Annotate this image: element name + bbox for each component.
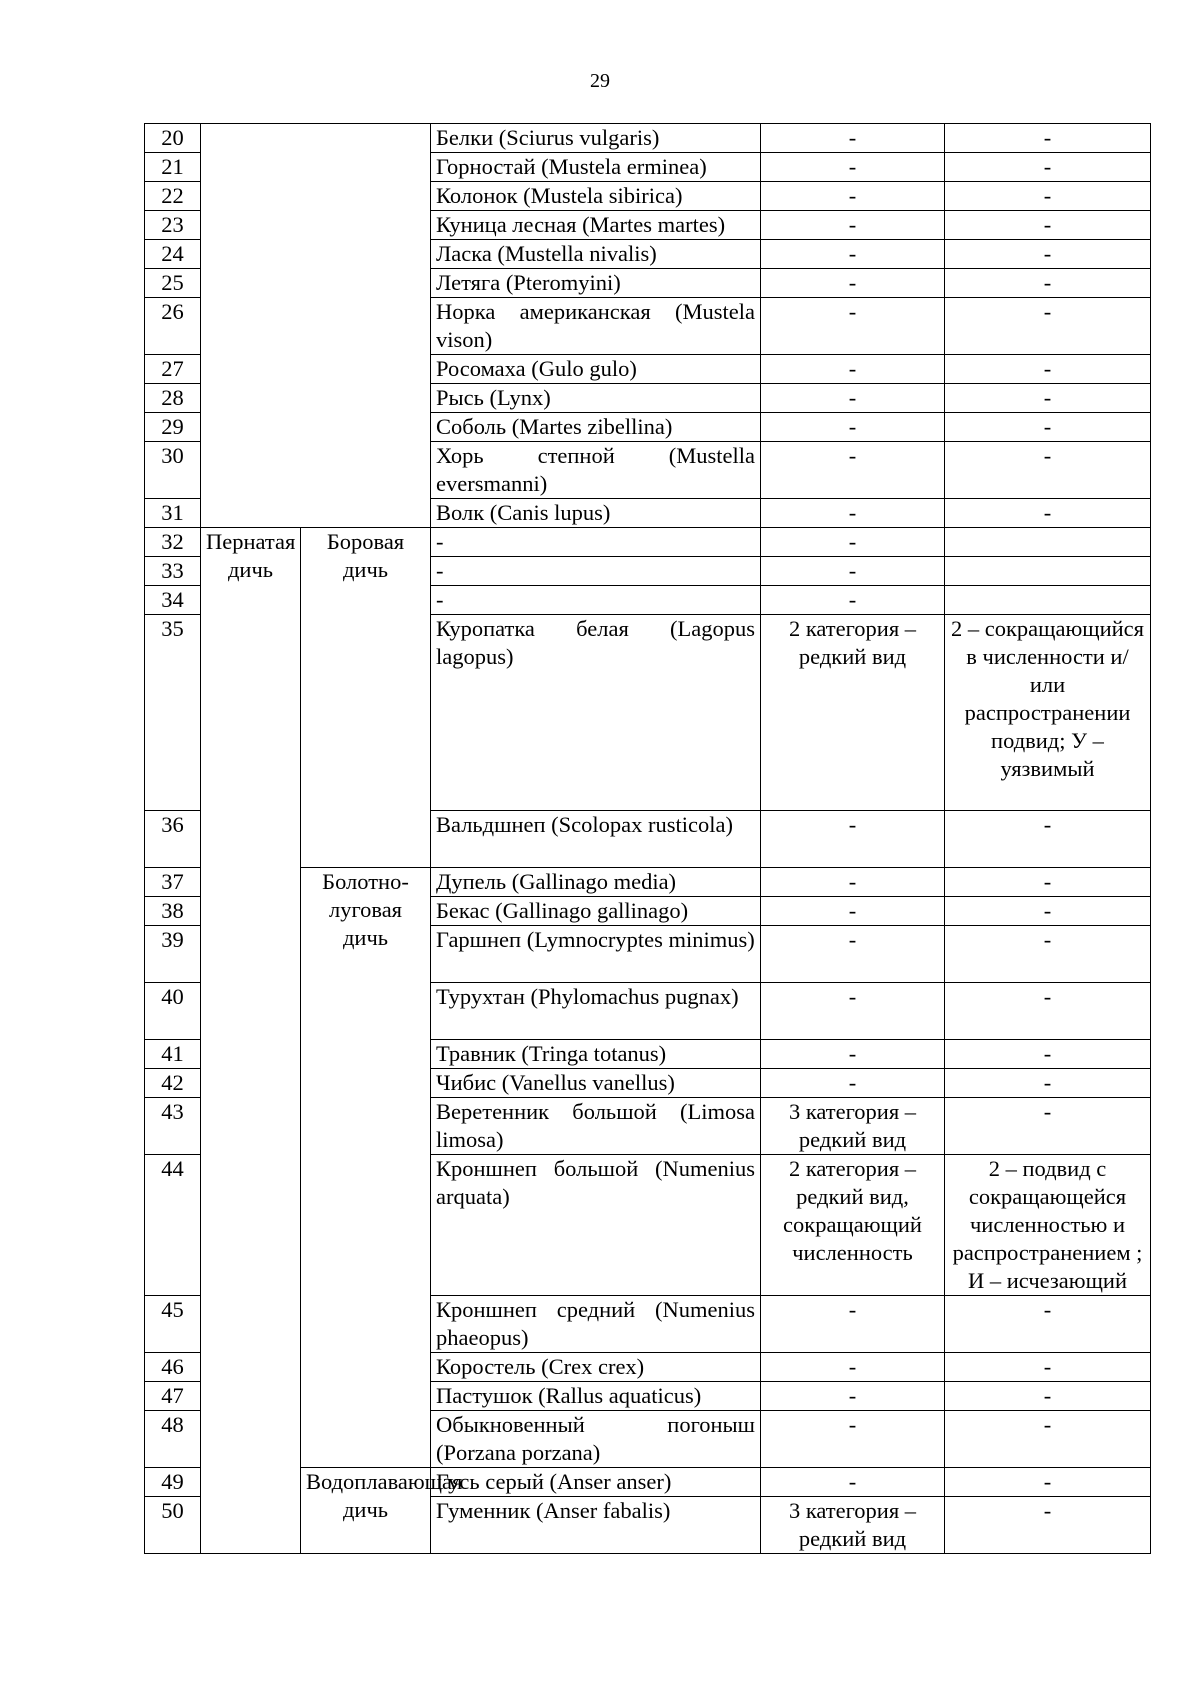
regional-status: - — [761, 1411, 945, 1468]
regional-status: - — [761, 1069, 945, 1098]
regional-status: 3 категория – редкий вид — [761, 1098, 945, 1155]
species-name: Летяга (Pteromyini) — [431, 269, 761, 298]
regional-status: - — [761, 811, 945, 868]
federal-status: 2 – подвид с сокращающейся численностью и распространением ; И – исчезающий — [945, 1155, 1151, 1296]
species-name: - — [431, 528, 761, 557]
species-name: - — [431, 557, 761, 586]
species-name: Горностай (Mustela erminea) — [431, 153, 761, 182]
federal-status: - — [945, 1382, 1151, 1411]
federal-status: - — [945, 384, 1151, 413]
federal-status: - — [945, 240, 1151, 269]
species-name: Норка американская (Mustela vison) — [431, 298, 761, 355]
row-number: 24 — [145, 240, 201, 269]
row-number: 29 — [145, 413, 201, 442]
subgroup-marsh-meadow-game: Болотно-луговая дичь — [301, 868, 431, 1468]
species-name: Кроншнеп средний (Numenius phaeopus) — [431, 1296, 761, 1353]
row-number: 26 — [145, 298, 201, 355]
row-number: 41 — [145, 1040, 201, 1069]
regional-status: - — [761, 528, 945, 557]
row-number: 44 — [145, 1155, 201, 1296]
row-number: 38 — [145, 897, 201, 926]
federal-status: - — [945, 499, 1151, 528]
regional-status: 3 категория – редкий вид — [761, 1497, 945, 1554]
federal-status: - — [945, 1468, 1151, 1497]
subgroup-waterfowl-game: Водоплавающая дичь — [301, 1468, 431, 1554]
regional-status: - — [761, 442, 945, 499]
regional-status: - — [761, 413, 945, 442]
table-row — [145, 528, 1151, 557]
row-number: 47 — [145, 1382, 201, 1411]
row-number: 40 — [145, 983, 201, 1040]
species-name: Травник (Tringa totanus) — [431, 1040, 761, 1069]
regional-status: - — [761, 269, 945, 298]
species-name: Куница лесная (Martes martes) — [431, 211, 761, 240]
federal-status: - — [945, 1098, 1151, 1155]
species-name: Колонок (Mustela sibirica) — [431, 182, 761, 211]
regional-status: - — [761, 124, 945, 153]
row-number: 45 — [145, 1296, 201, 1353]
regional-status: - — [761, 1353, 945, 1382]
federal-status: - — [945, 182, 1151, 211]
regional-status: - — [761, 868, 945, 897]
species-name: Бекас (Gallinago gallinago) — [431, 897, 761, 926]
federal-status: - — [945, 1497, 1151, 1554]
row-number: 48 — [145, 1411, 201, 1468]
regional-status: 2 категория – редкий вид — [761, 615, 945, 811]
row-number: 36 — [145, 811, 201, 868]
species-name: Кроншнеп большой (Numenius arquata) — [431, 1155, 761, 1296]
species-name: Турухтан (Phylomachus pugnax) — [431, 983, 761, 1040]
federal-status: - — [945, 269, 1151, 298]
regional-status: - — [761, 586, 945, 615]
row-number: 25 — [145, 269, 201, 298]
regional-status: 2 категория – редкий вид, сокращающий численность — [761, 1155, 945, 1296]
species-name: Гуменник (Anser fabalis) — [431, 1497, 761, 1554]
regional-status: - — [761, 1296, 945, 1353]
federal-status: - — [945, 298, 1151, 355]
species-name: Ласка (Mustella nivalis) — [431, 240, 761, 269]
row-number: 30 — [145, 442, 201, 499]
regional-status: - — [761, 384, 945, 413]
federal-status: - — [945, 211, 1151, 240]
federal-status: - — [945, 413, 1151, 442]
row-number: 31 — [145, 499, 201, 528]
species-name: - — [431, 586, 761, 615]
row-number: 50 — [145, 1497, 201, 1554]
species-table — [144, 123, 1151, 1554]
regional-status: - — [761, 557, 945, 586]
row-number: 21 — [145, 153, 201, 182]
species-name: Белки (Sciurus vulgaris) — [431, 124, 761, 153]
federal-status: - — [945, 1353, 1151, 1382]
row-number: 28 — [145, 384, 201, 413]
federal-status: - — [945, 442, 1151, 499]
row-number: 42 — [145, 1069, 201, 1098]
regional-status: - — [761, 499, 945, 528]
table-row — [145, 124, 1151, 153]
federal-status: - — [945, 153, 1151, 182]
row-number: 49 — [145, 1468, 201, 1497]
species-name: Гаршнеп (Lymnocryptes minimus) — [431, 926, 761, 983]
species-name: Рысь (Lynx) — [431, 384, 761, 413]
species-name: Хорь степной (Mustella eversmanni) — [431, 442, 761, 499]
species-name: Веретенник большой (Limosa limosa) — [431, 1098, 761, 1155]
row-number: 27 — [145, 355, 201, 384]
federal-status: - — [945, 897, 1151, 926]
regional-status: - — [761, 355, 945, 384]
federal-status — [945, 528, 1151, 557]
federal-status: - — [945, 355, 1151, 384]
row-number: 22 — [145, 182, 201, 211]
regional-status: - — [761, 240, 945, 269]
row-number: 37 — [145, 868, 201, 897]
federal-status — [945, 557, 1151, 586]
federal-status: - — [945, 1040, 1151, 1069]
species-name: Соболь (Martes zibellina) — [431, 413, 761, 442]
species-name: Обыкновенный погоныш (Porzana porzana) — [431, 1411, 761, 1468]
regional-status: - — [761, 182, 945, 211]
species-name: Вальдшнеп (Scolopax rusticola) — [431, 811, 761, 868]
regional-status: - — [761, 926, 945, 983]
regional-status: - — [761, 983, 945, 1040]
row-number: 39 — [145, 926, 201, 983]
row-number: 23 — [145, 211, 201, 240]
federal-status: - — [945, 868, 1151, 897]
page-number: 29 — [590, 70, 610, 92]
species-name: Куропатка белая (Lagopus lagopus) — [431, 615, 761, 811]
species-name: Чибис (Vanellus vanellus) — [431, 1069, 761, 1098]
row-number: 20 — [145, 124, 201, 153]
federal-status: - — [945, 926, 1151, 983]
species-name: Гусь серый (Anser anser) — [431, 1468, 761, 1497]
species-name: Коростель (Crex crex) — [431, 1353, 761, 1382]
federal-status — [945, 586, 1151, 615]
federal-status: - — [945, 1296, 1151, 1353]
row-number: 34 — [145, 586, 201, 615]
species-name: Пастушок (Rallus aquaticus) — [431, 1382, 761, 1411]
federal-status: - — [945, 124, 1151, 153]
federal-status: 2 – сокращающийся в численности и/или распространении подвид; У – уязвимый — [945, 615, 1151, 811]
regional-status: - — [761, 1468, 945, 1497]
regional-status: - — [761, 1040, 945, 1069]
row-number: 32 — [145, 528, 201, 557]
subgroup-forest-game: Боровая дичь — [301, 528, 431, 868]
federal-status: - — [945, 983, 1151, 1040]
regional-status: - — [761, 897, 945, 926]
federal-status: - — [945, 1069, 1151, 1098]
regional-status: - — [761, 153, 945, 182]
federal-status: - — [945, 1411, 1151, 1468]
row-number: 43 — [145, 1098, 201, 1155]
species-name: Росомаха (Gulo gulo) — [431, 355, 761, 384]
row-number: 35 — [145, 615, 201, 811]
regional-status: - — [761, 1382, 945, 1411]
federal-status: - — [945, 811, 1151, 868]
group-feathered-game: Пернатая дичь — [201, 528, 301, 1554]
row-number: 46 — [145, 1353, 201, 1382]
species-name: Волк (Canis lupus) — [431, 499, 761, 528]
group-cell-empty — [201, 124, 431, 528]
regional-status: - — [761, 298, 945, 355]
row-number: 33 — [145, 557, 201, 586]
species-name: Дупель (Gallinago media) — [431, 868, 761, 897]
regional-status: - — [761, 211, 945, 240]
